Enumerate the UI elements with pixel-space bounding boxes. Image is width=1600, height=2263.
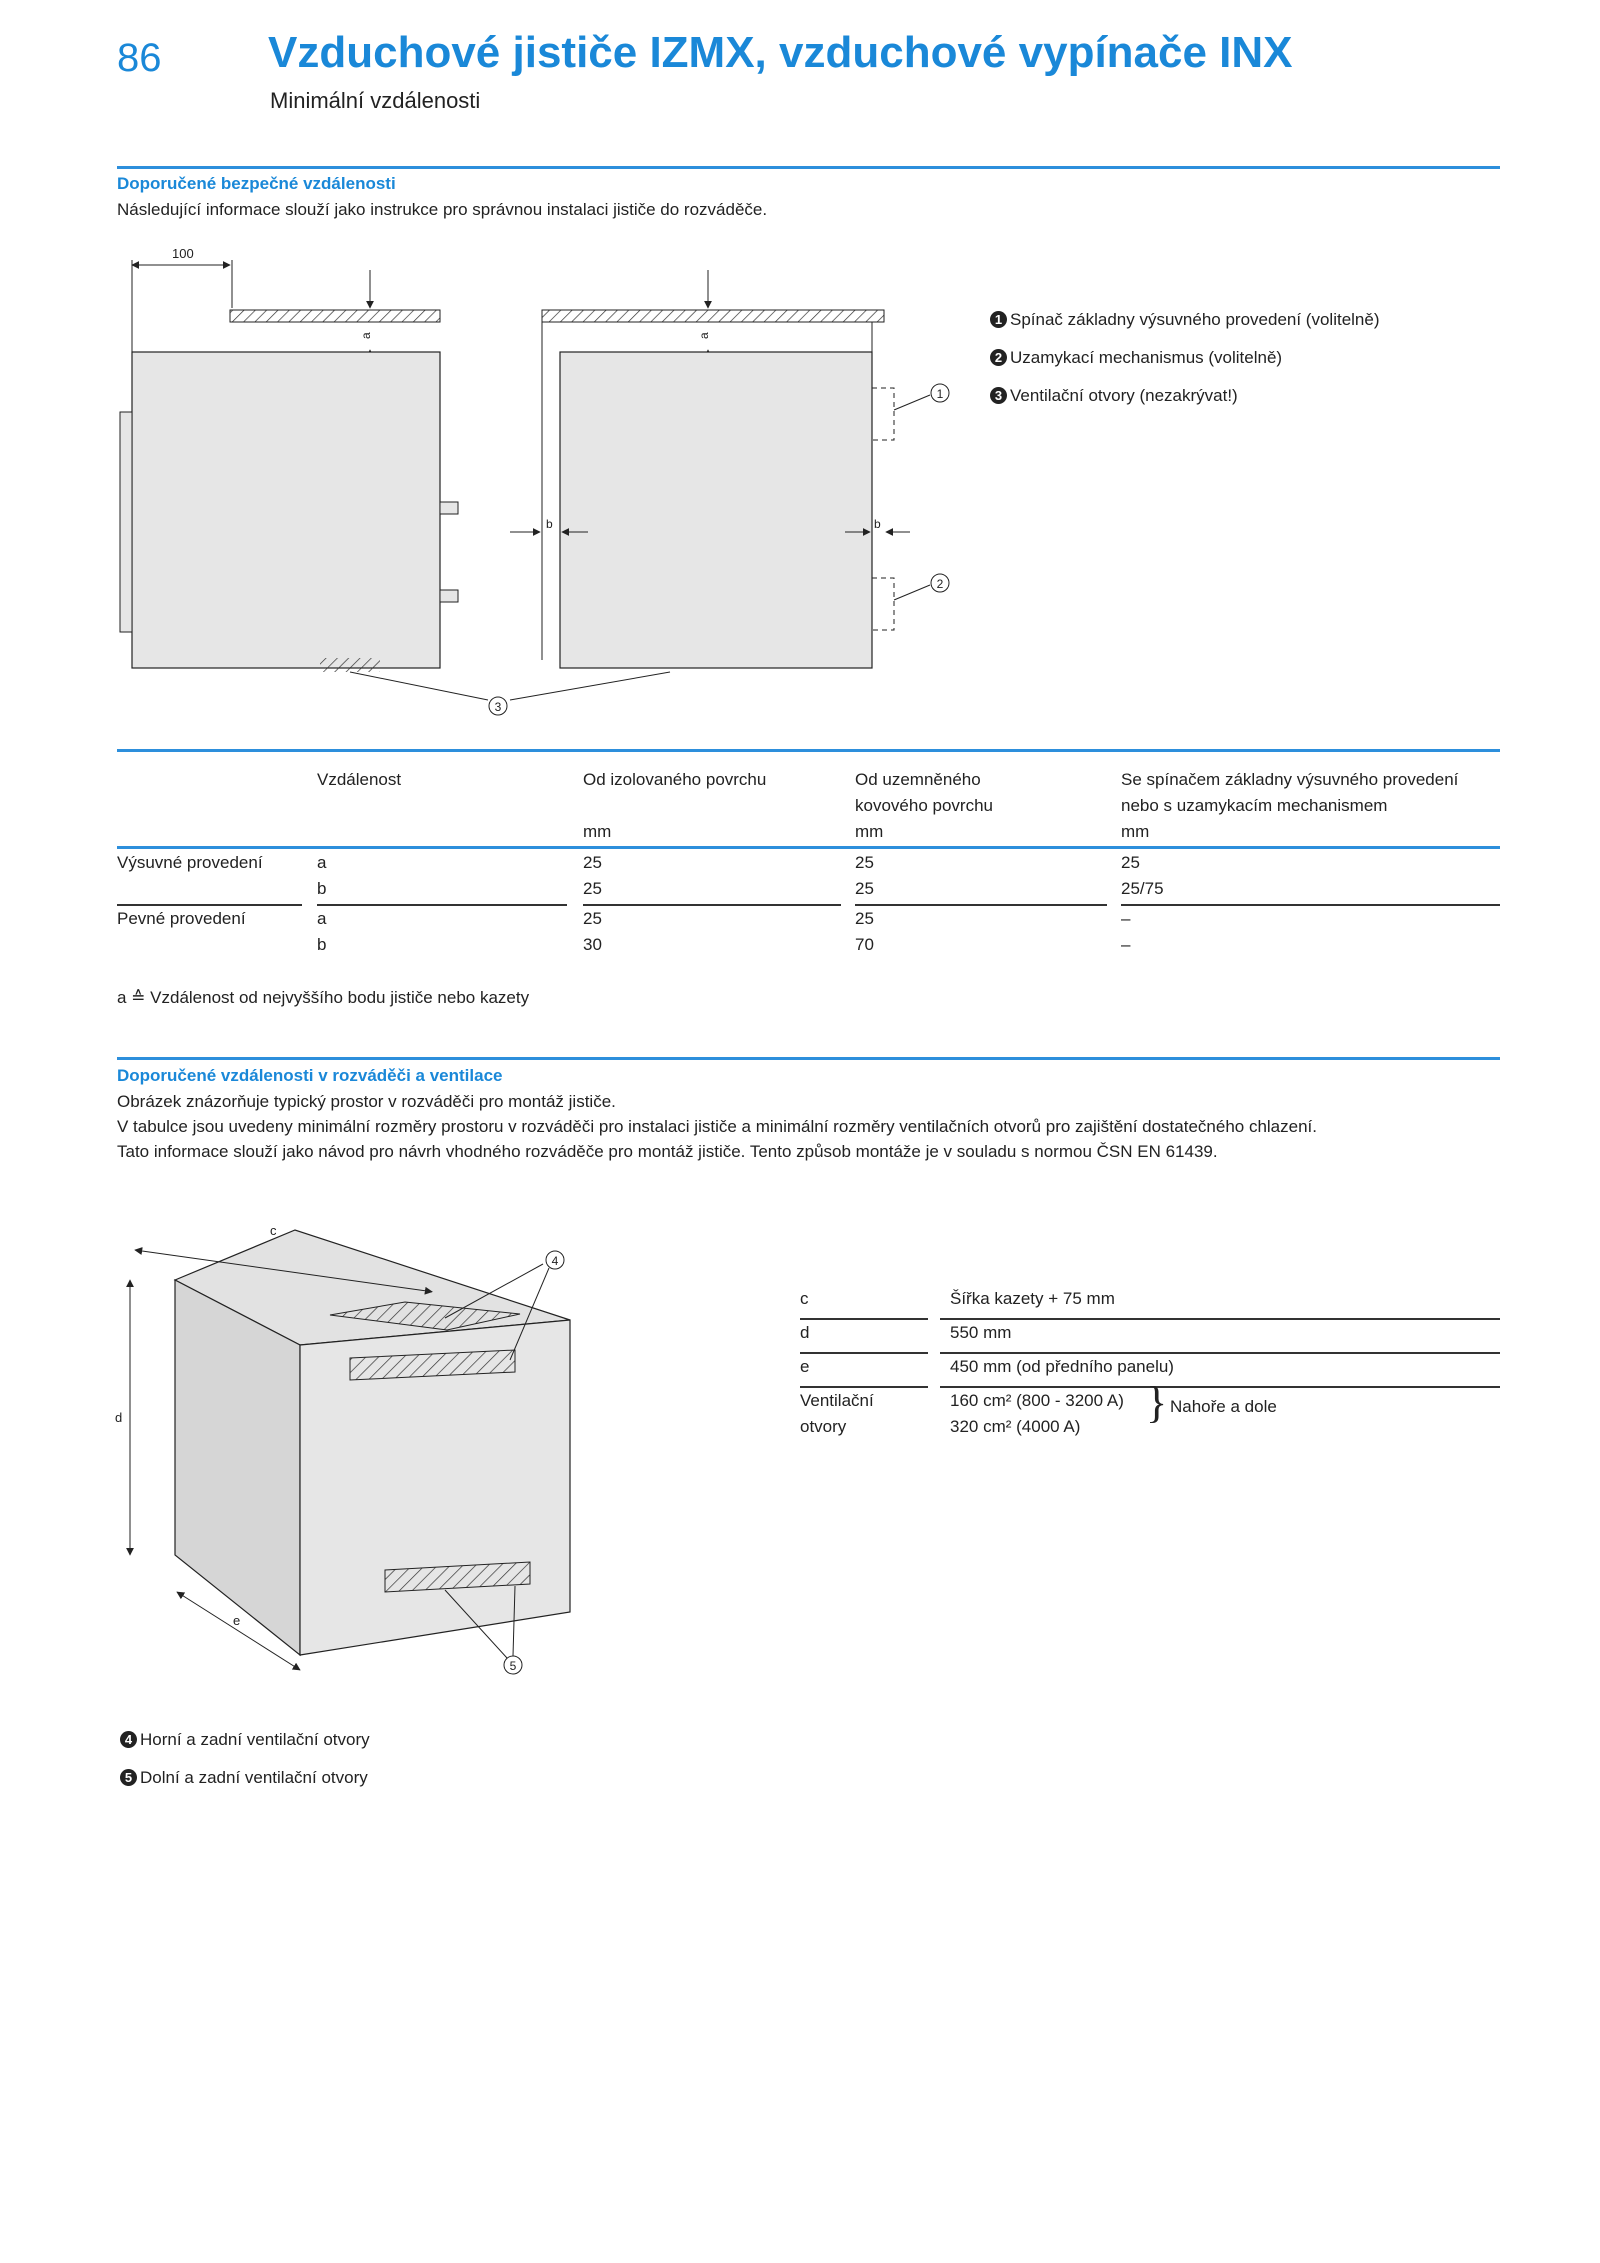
- page-subtitle: Minimální vzdálenosti: [270, 88, 481, 113]
- th-switch-1: Se spínačem základny výsuvného provedení: [1121, 770, 1459, 789]
- svg-text:b: b: [874, 517, 881, 531]
- dim-d-label: d: [115, 1410, 123, 1425]
- table-cell: 25: [583, 853, 602, 872]
- section-divider: [117, 166, 1500, 169]
- table-cell: a: [317, 853, 327, 872]
- dim-100-label: 100: [172, 246, 194, 261]
- page-number: 86: [117, 36, 162, 80]
- clearance-diagram: [110, 240, 970, 730]
- callout-5: 5: [509, 1659, 517, 1673]
- table-cell: –: [1121, 935, 1131, 954]
- unit-insulated: mm: [583, 822, 612, 841]
- table-value: 450 mm (od předního panelu): [950, 1357, 1174, 1376]
- callout-3: 3: [494, 700, 502, 714]
- legend-item-1: 1 Spínač základny výsuvného provedení (volitelně): [990, 310, 1380, 330]
- callout-4: 4: [551, 1254, 559, 1268]
- table-cell: 25: [855, 853, 874, 872]
- table-value: Šířka kazety + 75 mm: [950, 1289, 1115, 1308]
- table-value: 160 cm² (800 - 3200 A): [950, 1391, 1124, 1410]
- table-cell: 25: [583, 879, 602, 898]
- table-key: c: [800, 1289, 809, 1308]
- section-intro: Následující informace slouží jako instrukce pro správnou instalaci jističe do rozváděče.: [117, 200, 768, 219]
- section-heading-safety-distances: Doporučené bezpečné vzdálenosti: [117, 174, 396, 193]
- unit-grounded: mm: [855, 822, 884, 841]
- unit-switch: mm: [1121, 822, 1150, 841]
- page-title: Vzduchové jističe IZMX, vzduchové vypínače INX: [268, 28, 1293, 77]
- callout-2: 2: [936, 577, 944, 591]
- th-grounded-1: Od uzemněného: [855, 770, 981, 789]
- table-cell: 30: [583, 935, 602, 954]
- group-label: Výsuvné provedení: [117, 853, 263, 872]
- table-value: 550 mm: [950, 1323, 1012, 1342]
- dim-c-label: c: [270, 1223, 277, 1238]
- table-key: Ventilační: [800, 1391, 874, 1410]
- group-label: Pevné provedení: [117, 909, 246, 928]
- th-distance: Vzdálenost: [317, 770, 402, 789]
- table-cell: 25: [855, 909, 874, 928]
- svg-text:a: a: [697, 332, 711, 339]
- dim-e-label: e: [233, 1613, 241, 1628]
- th-insulated: Od izolovaného povrchu: [583, 770, 767, 789]
- table-key: d: [800, 1323, 810, 1342]
- section-text-line: V tabulce jsou uvedeny minimální rozměry prostoru v rozváděči pro instalaci jističe a minimální rozměry ventilačních otvorů pro zajištění dostatečného chlazení.: [117, 1117, 1317, 1136]
- legend-item-5: 5 Dolní a zadní ventilační otvory: [120, 1768, 368, 1788]
- table-cell: 25: [855, 879, 874, 898]
- section-text-line: Obrázek znázorňuje typický prostor v rozváděči pro montáž jističe.: [117, 1092, 616, 1111]
- table-cell: 25: [1121, 853, 1140, 872]
- table-cell: 25: [583, 909, 602, 928]
- svg-text:b: b: [546, 517, 553, 531]
- table-value: 320 cm² (4000 A): [950, 1417, 1081, 1436]
- section-heading-ventilation: Doporučené vzdálenosti v rozváděči a ventilace: [117, 1066, 503, 1085]
- vent-note: Nahoře a dole: [1170, 1397, 1277, 1416]
- callout-1: 1: [936, 387, 944, 401]
- legend-item-3: 3 Ventilační otvory (nezakrývat!): [990, 386, 1238, 406]
- enclosure-diagram: [105, 1210, 595, 1690]
- table-cell: a: [317, 909, 327, 928]
- table-cell: b: [317, 879, 327, 898]
- legend-item-2: 2 Uzamykací mechanismus (volitelně): [990, 348, 1282, 368]
- th-switch-2: nebo s uzamykacím mechanismem: [1121, 796, 1388, 815]
- withdrawable-breaker-drawing: [510, 270, 949, 668]
- brace: }: [1146, 1378, 1168, 1427]
- svg-text:a: a: [359, 332, 373, 339]
- table-cell: 25/75: [1121, 879, 1164, 898]
- section-divider: [117, 1057, 1500, 1060]
- table-key: otvory: [800, 1417, 847, 1436]
- th-grounded-2: kovového povrchu: [855, 796, 993, 815]
- table-cell: b: [317, 935, 327, 954]
- fixed-breaker-drawing: [120, 246, 458, 672]
- table-cell: –: [1121, 909, 1131, 928]
- legend-item-4: 4 Horní a zadní ventilační otvory: [120, 1730, 370, 1750]
- table-key: e: [800, 1357, 810, 1376]
- table-cell: 70: [855, 935, 874, 954]
- section-text-line: Tato informace slouží jako návod pro návrh vhodného rozváděče pro montáž jističe. Tento způsob montáže je v souladu s normou ČSN EN 61439.: [117, 1142, 1218, 1161]
- footnote: a ≙ Vzdálenost od nejvyššího bodu jističe nebo kazety: [117, 988, 530, 1007]
